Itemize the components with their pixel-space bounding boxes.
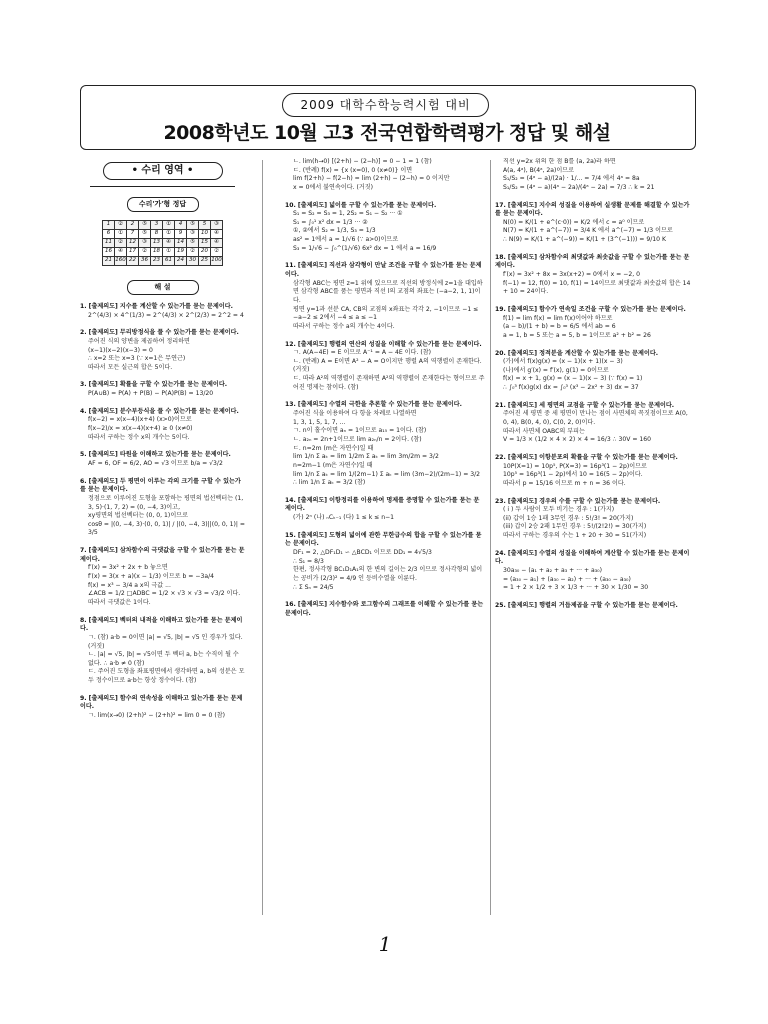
explanation-item bbox=[285, 532, 485, 592]
explanation-heading: 19. [출제의도] 함수가 연속일 조건을 구할 수 있는가를 묻는 문제이다. bbox=[495, 305, 686, 313]
exam-subtitle: 2009 대학수학능력시험 대비 bbox=[282, 93, 489, 117]
explanation-line: S₁/S₂ = (4ᵃ − a)/(2a) · 1/... = 7/4 에서 4ᵃ = 8a bbox=[503, 175, 640, 183]
question-number: 19 bbox=[175, 248, 187, 257]
question-number: 15 bbox=[199, 239, 211, 248]
answer-value: ② bbox=[187, 248, 199, 257]
explanation-heading: 7. [출제의도] 삼차함수의 극댓값을 구할 수 있는가를 묻는 문제이다. bbox=[80, 547, 245, 563]
explanation-line: a = 1, b = 5 또는 a = 5, b = 1이므로 a² + b² = 26 bbox=[503, 331, 651, 339]
explanation-line: = (a₃₀ − a₁) + (a₃₀ − a₂) + ··· + (a₃₀ − a₃₀) bbox=[503, 575, 631, 583]
question-number: 8 bbox=[151, 230, 163, 239]
explanation-line: AF = 6, OF = 6/2, AO = √3 이므로 b/a = √3/2 bbox=[88, 459, 223, 467]
explanation-line: ∴ S₁ = 8/3 bbox=[293, 557, 324, 565]
explanation-line: f′(x) = 3x² + 8x = 3x(x+2) = 0에서 x = −2, 0 bbox=[503, 271, 640, 279]
explanation-item bbox=[495, 498, 695, 541]
explanations-col-2 bbox=[285, 158, 485, 618]
explanation-line: ㄱ. A(A−4E) = E 이므로 A⁻¹ = A − 4E 이다. (참) bbox=[293, 349, 431, 357]
explanation-line: lim 1/n Σ aₖ = lim 1/2m Σ aₖ = lim 3m/2m = 3/2 bbox=[293, 453, 439, 461]
question-number: 2 bbox=[127, 221, 139, 230]
question-number: 21 bbox=[103, 257, 115, 266]
explanation-line: ㄴ. |a| = √5, |b| = √5이면 두 벡터 a, b는 수직이 될 수 없다. ∴ a·b ≠ 0 (참) bbox=[88, 651, 239, 667]
explanation-line: V = 1/3 × (1/2 × 4 × 2) × 4 = 16/3 ∴ 30V = 160 bbox=[503, 436, 652, 444]
explain-label: 해 설 bbox=[127, 280, 199, 295]
explanation-line: (ii) 갑이 1승 1패 3무인 경우 : 5!/3! = 20(가지) bbox=[503, 514, 634, 522]
explanation-line: 주어진 식을 이용하여 다 항을 차례로 나열하면 bbox=[293, 410, 417, 418]
explanation-line: S₁ = S₂ = S₃ = 1, 2S₂ = S₁ − S₂ ··· ① bbox=[293, 210, 403, 218]
answer-row bbox=[103, 257, 223, 266]
explanation-line: ㄷ. (반례) f(x) = {x (x=0), 0 (x≠0)} 이면 bbox=[293, 166, 413, 174]
explanation-heading: 12. [출제의도] 행렬의 연산의 성질을 이해할 수 있는가를 묻는 문제이다. bbox=[285, 340, 482, 348]
explanation-item bbox=[285, 202, 485, 254]
explanation-item bbox=[285, 401, 485, 487]
explanation-line: A(a, 4ᵃ), B(4ᵃ, 2a)이므로 bbox=[503, 166, 575, 174]
answer-value: ⑤ bbox=[139, 230, 151, 239]
explanation-line: ( i ) 두 사람이 모두 비기는 경우 : 1(가지) bbox=[503, 506, 615, 514]
explanation-item bbox=[495, 550, 695, 593]
explanation-heading: 22. [출제의도] 이항분포의 확률을 구할 수 있는가를 묻는 문제이다. bbox=[495, 453, 678, 461]
explanation-line: ㄷ. 따라 A²의 역행렬이 존재하면 A²의 역행렬이 존재한다는 형이므로 주어진 명제는 참이다. (참) bbox=[293, 375, 485, 391]
explanation-item bbox=[80, 547, 245, 607]
question-number: 23 bbox=[151, 257, 163, 266]
explanation-line: ㄱ. (참) a·b = 0이면 |a| = √5, |b| = √5 인 경우가 있다. (거짓) bbox=[88, 633, 243, 650]
answer-value: ③ bbox=[187, 230, 199, 239]
explanation-line: ∠ACB = 1/2 □ADBC = 1/2 × √3 × √3 = √3/2 이다. bbox=[88, 590, 241, 598]
explanation-line: 삼각형 ABC는 평면 z=1 위에 있으므로 직선의 방정식에 z=1을 대입하면 삼각형 ABC를 품는 평면과 직선 l의 교점의 좌표는 (−a−2, 1, 1)이다. bbox=[293, 279, 483, 304]
explanation-item bbox=[285, 601, 485, 618]
explanation-line: lim f(2+h) − f(2−h) = lim (2+h) − (2−h) = 0 이지만 bbox=[293, 175, 450, 183]
explanation-line: n=2m−1 (m은 자연수)일 때 bbox=[293, 461, 373, 469]
explanation-line: ∴ x=2 또는 x=3 (∵ x=1은 무연근) bbox=[88, 355, 186, 363]
explanations-col-1 bbox=[80, 303, 245, 721]
explanation-heading: 10. [출제의도] 넓이를 구할 수 있는가를 묻는 문제이다. bbox=[285, 201, 437, 209]
question-number: 12 bbox=[127, 239, 139, 248]
explanation-line: as² = 1에서 a = 1/√6 (∵ a>0)이므로 bbox=[293, 236, 399, 244]
explanation-line: ∴ Σ Sₙ = 24/5 bbox=[293, 583, 334, 591]
column-3 bbox=[495, 158, 695, 973]
explanation-heading: 9. [출제의도] 함수의 연속성을 이해하고 있는가를 묻는 문제이다. bbox=[80, 694, 243, 711]
explanation-heading: 24. [출제의도] 수열의 성질을 이해하여 계산할 수 있는가를 묻는 문제이다. bbox=[495, 549, 690, 566]
question-number: 24 bbox=[175, 257, 187, 266]
explanation-line: ㄱ. lim(x→0) (2+h)² − (2+h)² = lim 0 = 0 (참) bbox=[88, 711, 225, 719]
answer-value: ⑤ bbox=[139, 221, 151, 230]
section-rule bbox=[90, 186, 235, 187]
explanation-item bbox=[80, 408, 245, 443]
explanation-line: P(A∪B) = P(A) + P(B) − P(A)P(B) = 13/20 bbox=[88, 390, 214, 398]
explanation-heading: 16. [출제의도] 지수함수와 로그함수의 그래프를 이해할 수 있는가를 묻는 문제이다. bbox=[285, 601, 484, 617]
answer-row bbox=[103, 230, 223, 239]
explanation-line: (a − b)/(1 + b) = b = 6/5 에서 ab = 6 bbox=[503, 323, 616, 331]
explanation-line: ㄷ. n=2m (m은 자연수)일 때 bbox=[293, 444, 374, 452]
explanation-heading: 18. [출제의도] 삼차함수의 최댓값과 최솟값을 구할 수 있는가를 묻는 문제이다. bbox=[495, 253, 690, 270]
explanation-heading: 4. [출제의도] 분수부등식을 풀 수 있는가를 묻는 문제이다. bbox=[80, 407, 239, 415]
answer-value: 160 bbox=[115, 257, 127, 266]
explanation-heading: 23. [출제의도] 경우의 수를 구할 수 있는가를 묻는 문제이다. bbox=[495, 497, 661, 505]
explanation-heading: 1. [출제의도] 지수를 계산할 수 있는가를 묻는 문제이다. bbox=[80, 303, 233, 310]
column-divider bbox=[490, 160, 491, 915]
explanation-line: 따라서 p = 15/16 이므로 m + n = 36 이다. bbox=[503, 479, 626, 487]
explanation-line: ㄴ. lim(h→0) [(2+h) − (2−h)] = 0 − 1 = 1 (참) bbox=[293, 158, 432, 165]
explanation-item bbox=[80, 303, 245, 320]
explanation-item bbox=[285, 341, 485, 393]
explanation-line: 따라서 모든 실근의 합은 5이다. bbox=[88, 363, 173, 371]
explanation-line: x = 0에서 불연속이다. (거짓) bbox=[293, 183, 374, 191]
explanation-line: f(x−2) = x(x−4)(x+4) (x>0)이므로 bbox=[88, 416, 192, 424]
answer-value: ② bbox=[139, 248, 151, 257]
explanation-line: DF₁ = 2, △DF₁D₁ ∽ △BCD₁ 이므로 DD₁ = 4√5/3 bbox=[293, 548, 432, 556]
explanation-item bbox=[495, 350, 695, 393]
answer-value: ② bbox=[211, 248, 223, 257]
question-number: 25 bbox=[199, 257, 211, 266]
explanations-col-3 bbox=[495, 158, 695, 611]
answer-value: ④ bbox=[211, 239, 223, 248]
explanation-item bbox=[495, 306, 695, 341]
answer-value: ① bbox=[163, 230, 175, 239]
answer-row bbox=[103, 221, 223, 230]
answer-value: 61 bbox=[163, 257, 175, 266]
explanation-line: ∴ N(9) = K/(1 + a^(−9)) = K/(1 + (3^(−1))) = 9/10 K bbox=[503, 236, 666, 244]
explanation-line: ∴ ∫₀³ f(x)g(x) dx = ∫₀³ (x³ − 2x² + 3) dx = 37 bbox=[503, 384, 639, 392]
explanation-heading: 2. [출제의도] 무리방정식을 풀 수 있는가를 묻는 문제이다. bbox=[80, 329, 239, 337]
answer-value: ② bbox=[115, 221, 127, 230]
question-number: 6 bbox=[103, 230, 115, 239]
explanation-line: 평면 y=1과 선분 CA, CB의 교점의 x좌표는 각각 2, −1이므로 −1 ≤ −a−2 ≤ 2에서 −4 ≤ a ≤ −1 bbox=[293, 305, 479, 322]
explanation-line: S₃ = 1/√6 − ∫₀^(1/√6) 6x² dx = 1 에서 a = 16/9 bbox=[293, 244, 437, 252]
explanation-line: S₁/S₂ = (4ᵃ − a)(4ᵃ − 2a)/(4ᵃ − 2a) = 7/3 ∴ k = 21 bbox=[503, 183, 655, 191]
explanation-item bbox=[285, 158, 485, 193]
section-label: • 수리 영역 • bbox=[103, 162, 223, 180]
answer-value: 36 bbox=[139, 257, 151, 266]
explanation-line: 10p⁵ = 16p³(1 − 2p)에서 10 = 16(5 − 2p)이다. bbox=[503, 471, 643, 479]
answer-table bbox=[102, 220, 223, 266]
answer-value: ① bbox=[163, 221, 175, 230]
question-number: 22 bbox=[127, 257, 139, 266]
explanation-item bbox=[80, 451, 245, 468]
explanation-heading: 20. [출제의도] 정적분을 계산할 수 있는가를 묻는 문제이다. bbox=[495, 349, 659, 357]
explanation-line: 직선 y=2x 위의 한 점 B를 (a, 2a)라 하면 bbox=[503, 158, 616, 165]
question-number: 4 bbox=[175, 221, 187, 230]
question-number: 11 bbox=[103, 239, 115, 248]
explanation-item bbox=[495, 202, 695, 245]
column-divider bbox=[262, 160, 263, 915]
question-number: 10 bbox=[199, 230, 211, 239]
question-number: 5 bbox=[199, 221, 211, 230]
explanation-item bbox=[80, 478, 245, 538]
explanation-line: 30a₃₀ − (a₁ + a₂ + a₃ + ··· + a₃₀) bbox=[503, 566, 602, 574]
explanation-heading: 8. [출제의도] 벡터의 내적을 이해하고 있는가를 묻는 문제이다. bbox=[80, 616, 243, 633]
explanation-line: ㄱ. n이 홀수이면 aₙ = 1이므로 a₁₅ = 1이다. (참) bbox=[293, 427, 427, 435]
explanation-line: f(−1) = 12, f(0) = 10, f(1) = 14이므로 최댓값과 최솟값의 합은 14 + 10 = 24이다. bbox=[503, 279, 691, 296]
answer-label: 수리'가'형 정답 bbox=[127, 197, 199, 212]
answer-value: ⑤ bbox=[187, 239, 199, 248]
question-number: 13 bbox=[151, 239, 163, 248]
explanation-line: 2^(4/3) × 4^(1/3) = 2^(4/3) × 2^(2/3) = 2^2 = 4 bbox=[88, 311, 244, 319]
explanation-line: N(7) = K/(1 + a^(−7)) = 3/4 K 에서 a^(−7) = 1/3 이므로 bbox=[503, 227, 673, 235]
explanation-item bbox=[495, 602, 695, 611]
question-number: 14 bbox=[175, 239, 187, 248]
answer-value: ① bbox=[115, 230, 127, 239]
explanation-heading: 13. [출제의도] 수열의 극한을 추론할 수 있는가를 묻는 문제이다. bbox=[285, 401, 462, 409]
explanation-item bbox=[80, 695, 245, 721]
question-number: 16 bbox=[103, 248, 115, 257]
question-number: 17 bbox=[127, 248, 139, 257]
explanation-line: f(1) = lim f(x) = lim f(x)이어야 하므로 bbox=[503, 314, 613, 322]
explanation-line: ∴ lim 1/n Σ aₖ = 3/2 (참) bbox=[293, 479, 366, 487]
explanation-line: 10P(X=1) = 10p⁵, P(X=3) = 16p³(1 − 2p)이므로 bbox=[503, 462, 647, 470]
explanation-line: (가)에서 f(x)g(x) = (x − 1)(x + 1)(x − 3) bbox=[503, 358, 623, 366]
explanation-item bbox=[285, 497, 485, 523]
column-2 bbox=[285, 158, 485, 973]
explanation-line: (x−1)(x−2)(x−3) = 0 bbox=[88, 346, 153, 354]
page-number: 1 bbox=[378, 932, 392, 956]
answer-value: ④ bbox=[211, 230, 223, 239]
explanation-line: 정점으로 이루어진 도형을 포함하는 평면의 법선벡터는 (1, 3, 5)·(1, 7, 2) = (0, −4, 3)이고, bbox=[88, 494, 244, 511]
answer-value: ④ bbox=[115, 248, 127, 257]
explanation-item bbox=[285, 262, 485, 331]
explanation-line: 따라서 구하는 정수 a의 개수는 4이다. bbox=[293, 322, 395, 330]
explanation-line: f(x) = x³ − 3/4 a x의 극값 ... bbox=[88, 581, 171, 589]
explanation-item bbox=[495, 254, 695, 297]
explanation-line: lim 1/n Σ aₖ = lim 1/(2m−1) Σ aₖ = lim (3m−2)/(2m−1) = 3/2 bbox=[293, 470, 481, 478]
explanation-heading: 5. [출제의도] 타원을 이해하고 있는가를 묻는 문제이다. bbox=[80, 451, 231, 459]
explanation-line: 한편, 정사각형 BC₁D₁A₁의 한 변의 길이는 2/3 이므로 정사각형의 넓이는 공비가 (2/3)² = 4/9 인 등비수열을 이룬다. bbox=[293, 566, 483, 582]
question-number: 1 bbox=[103, 221, 115, 230]
explanation-line: f′(x) = 3(x + a)(x − 1/3) 이므로 b = −3a/4 bbox=[88, 573, 214, 581]
explanation-line: 따라서 사면체 OABC의 부피는 bbox=[503, 427, 585, 435]
answer-row bbox=[103, 239, 223, 248]
explanation-line: 따라서 구하는 경우의 수는 1 + 20 + 30 = 51(가지) bbox=[503, 532, 647, 540]
explanation-line: N(0) = K/(1 + e^(c·0)) = K/2 에서 c = a⁰ 이므로 bbox=[503, 218, 645, 226]
explanation-line: (iii) 갑이 2승 2패 1무인 경우 : 5!/(2!2!) = 30(가지) bbox=[503, 523, 647, 531]
explanation-line: f′(x) = 3x² + 2x + b 놓으면 bbox=[88, 564, 168, 572]
explanation-item bbox=[495, 402, 695, 445]
explanation-line: ①, ②에서 S₂ = 1/3, S₃ = 1/3 bbox=[293, 227, 376, 235]
explanation-line: 주어진 식의 양변을 제곱하여 정리하면 bbox=[88, 337, 190, 345]
column-1 bbox=[80, 158, 245, 973]
explanation-line: 따라서 극댓값은 1이다. bbox=[88, 598, 151, 606]
explanation-line: 따라서 구하는 정수 x의 개수는 5이다. bbox=[88, 433, 190, 441]
explanation-line: = 1 + 2 × 1/2 + 3 × 1/3 + ··· + 30 × 1/30 = 30 bbox=[503, 584, 649, 592]
explanation-heading: 11. [출제의도] 직선과 삼각형이 만날 조건을 구할 수 있는가를 묻는 문제이다. bbox=[285, 262, 482, 279]
explanation-line: (나)에서 g′(x) = f′(x), g(1) = 0이므로 bbox=[503, 366, 609, 374]
explanation-heading: 14. [출제의도] 이항정리를 이용하여 명제를 증명할 수 있는가를 묻는 문제이다. bbox=[285, 496, 480, 513]
explanation-line: f(x) = x + 1, g(x) = (x − 1)(x − 3) (∵ f(x) = 1) bbox=[503, 375, 643, 383]
explanation-line: cosθ = |(0, −4, 3)·(0, 0, 1)| / |(0, −4, 3)||(0, 0, 1)| = 3/5 bbox=[88, 520, 245, 537]
explanation-item bbox=[80, 381, 245, 398]
explanation-line: f(x−2)/x = x(x−4)(x+4) ≥ 0 (x≠0) bbox=[88, 425, 193, 433]
answer-value: 30 bbox=[187, 257, 199, 266]
explanation-line: 주어진 세 평면 중 세 평면이 만나는 점이 사면체의 꼭짓점이므로 A(0, 0, 4), B(0, 4, 0), C(0, 2, 0)이다. bbox=[503, 410, 688, 427]
question-number: 7 bbox=[127, 230, 139, 239]
explanation-line: 1, 3, 1, 5, 1, 7, ... bbox=[293, 418, 346, 426]
answer-value: ① bbox=[163, 248, 175, 257]
answer-value: ③ bbox=[211, 221, 223, 230]
explanation-line: ㄷ. 주어진 도형을 좌표평면에서 생각하면 a, b의 성분은 모두 정수이므로 a·b는 항상 정수이다. (참) bbox=[88, 668, 245, 685]
answer-row bbox=[103, 248, 223, 257]
explanation-heading: 6. [출제의도] 두 평면이 이루는 각의 크기를 구할 수 있는가를 묻는 문제이다. bbox=[80, 477, 241, 494]
answer-value: ③ bbox=[139, 239, 151, 248]
explanation-line: ㄴ. (반례) A = E이면 A² − A = O이지만 행렬 A의 역행렬이 존재한다. (거짓) bbox=[293, 357, 482, 374]
explanation-line: S₁ = ∫₀¹ x² dx = 1/3 ··· ② bbox=[293, 218, 368, 226]
answer-value: 100 bbox=[211, 257, 223, 266]
question-number: 18 bbox=[151, 248, 163, 257]
question-number: 9 bbox=[175, 230, 187, 239]
answer-value: ④ bbox=[163, 239, 175, 248]
explanation-line: (가) 2ⁿ (나) ₙCₖ₋₁ (다) 1 ≤ k ≤ n−1 bbox=[293, 514, 395, 522]
explanation-heading: 17. [출제의도] 지수의 성질을 이용하여 실생활 문제를 해결할 수 있는가를 묻는 문제이다. bbox=[495, 201, 690, 218]
explanation-item bbox=[495, 454, 695, 489]
answer-value: ⑤ bbox=[187, 221, 199, 230]
explanation-line: ㄴ. a₂ₙ = 2n+1이므로 lim a₂ₙ/n = 2이다. (참) bbox=[293, 435, 422, 443]
question-number: 3 bbox=[151, 221, 163, 230]
explanation-item bbox=[495, 158, 695, 193]
question-number: 20 bbox=[199, 248, 211, 257]
answer-value: ② bbox=[115, 239, 127, 248]
explanation-item bbox=[80, 617, 245, 686]
explanation-heading: 21. [출제의도] 세 평면의 교점을 구할 수 있는가를 묻는 문제이다. bbox=[495, 401, 675, 409]
explanation-heading: 3. [출제의도] 확률을 구할 수 있는가를 묻는 문제이다. bbox=[80, 381, 228, 389]
page-title: 2008학년도 10월 고3 전국연합학력평가 정답 및 해설 bbox=[163, 122, 611, 144]
explanation-heading: 15. [출제의도] 도형의 넓이에 관한 무한급수의 합을 구할 수 있는가를 묻는 문제이다. bbox=[285, 531, 482, 548]
explanation-item bbox=[80, 329, 245, 372]
explanation-line: xy평면의 법선벡터는 (0, 0, 1)이므로 bbox=[88, 512, 188, 520]
explanation-heading: 25. [출제의도] 행렬의 거듭제곱을 구할 수 있는가를 묻는 문제이다. bbox=[495, 601, 678, 609]
